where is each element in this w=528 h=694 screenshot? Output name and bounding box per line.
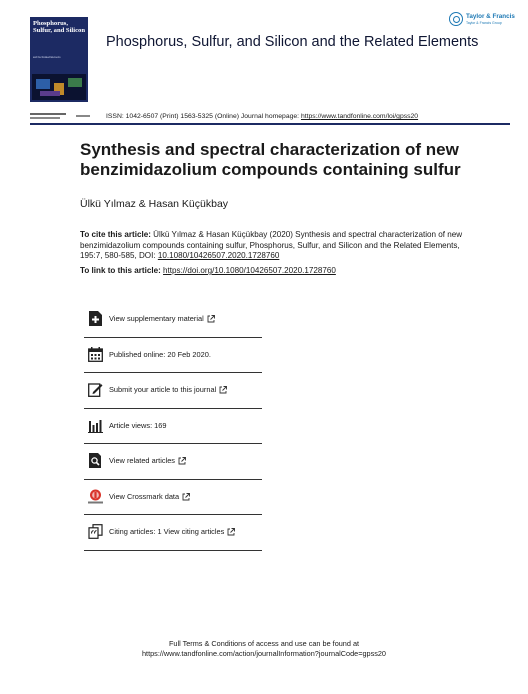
- edit-icon: [88, 382, 103, 397]
- article-doi-url-link[interactable]: https://doi.org/10.1080/10426507.2020.1728760: [163, 266, 336, 275]
- doi-link[interactable]: 10.1080/10426507.2020.1728760: [157, 251, 280, 260]
- action-supplementary-material[interactable]: [84, 302, 262, 338]
- footer-terms: [0, 639, 528, 659]
- journal-homepage-link[interactable]: https://www.tandfonline.com/loi/gpss20: [300, 113, 419, 120]
- citation-label: To cite this article:: [80, 230, 151, 239]
- publisher-subname: Taylor & Francis Group: [466, 21, 502, 25]
- footer-terms-link[interactable]: https://www.tandfonline.com/action/journalInformation?journalCode=gpss20: [142, 649, 386, 658]
- external-link-icon: [182, 493, 190, 501]
- article-authors: Ülkü Yılmaz & Hasan Küçükbay: [80, 198, 229, 210]
- citing-articles-icon: [88, 524, 103, 539]
- related-articles-icon: [88, 453, 103, 468]
- calendar-icon: [88, 347, 103, 362]
- issn-text: ISSN: 1042-6507 (Print) 1563-5325 (Online) Journal homepage:: [106, 113, 301, 120]
- external-link-icon: [227, 528, 235, 536]
- supplementary-icon: [88, 311, 103, 326]
- cover-artwork: [32, 74, 86, 100]
- cover-subtitle: and the Related Elements: [33, 56, 61, 59]
- crossmark-icon: [88, 489, 103, 504]
- action-label: Citing articles: 1 View citing articles: [109, 527, 225, 536]
- action-label: View supplementary material: [109, 314, 204, 323]
- bar-chart-icon: [88, 418, 103, 433]
- publisher-logo: [449, 12, 515, 36]
- external-link-icon: [178, 457, 186, 465]
- action-label: Submit your article to this journal: [109, 385, 217, 394]
- issn-line: [106, 113, 418, 120]
- action-label: View Crossmark data: [109, 491, 180, 501]
- journal-cover-image: [30, 10, 88, 102]
- publisher-logo-icon: [449, 12, 463, 26]
- action-article-views: [84, 409, 262, 445]
- header-divider: [30, 123, 510, 125]
- action-crossmark[interactable]: [84, 480, 262, 516]
- external-link-icon: [219, 386, 227, 394]
- action-label: Published online: 20 Feb 2020.: [109, 349, 211, 359]
- journal-title: Phosphorus, Sulfur, and Silicon and the Related Elements: [106, 34, 479, 50]
- article-title: Synthesis and spectral characterization of new benzimidazolium compounds containing sulfur: [80, 140, 461, 179]
- article-link-line: [80, 266, 336, 275]
- action-related-articles[interactable]: [84, 444, 262, 480]
- citation-text: Ülkü Yılmaz & Hasan Küçükbay (2020) Synthesis and spectral characterization of new benzimidazolium compounds containing sulfur, Phosphorus, Sulfur, and Silicon and the Related Elements, 195:7, 580-585, DOI:: [80, 230, 463, 260]
- publisher-name: Taylor & Francis: [466, 13, 515, 20]
- action-label: Article views: 169: [109, 420, 167, 430]
- cover-top-band: [30, 10, 88, 18]
- cover-title: Phosphorus, Sulfur, and Silicon: [33, 20, 85, 34]
- action-label: View related articles: [109, 456, 175, 465]
- article-actions-list: [84, 302, 262, 551]
- citation-block: [80, 230, 480, 262]
- action-submit-article[interactable]: [84, 373, 262, 409]
- footer-line: Full Terms & Conditions of access and use can be found at: [168, 639, 360, 648]
- external-link-icon: [207, 315, 215, 323]
- action-published-online: [84, 338, 262, 374]
- article-link-label: To link to this article:: [80, 266, 161, 275]
- cover-publisher-marks: [30, 113, 90, 121]
- action-citing-articles[interactable]: [84, 515, 262, 551]
